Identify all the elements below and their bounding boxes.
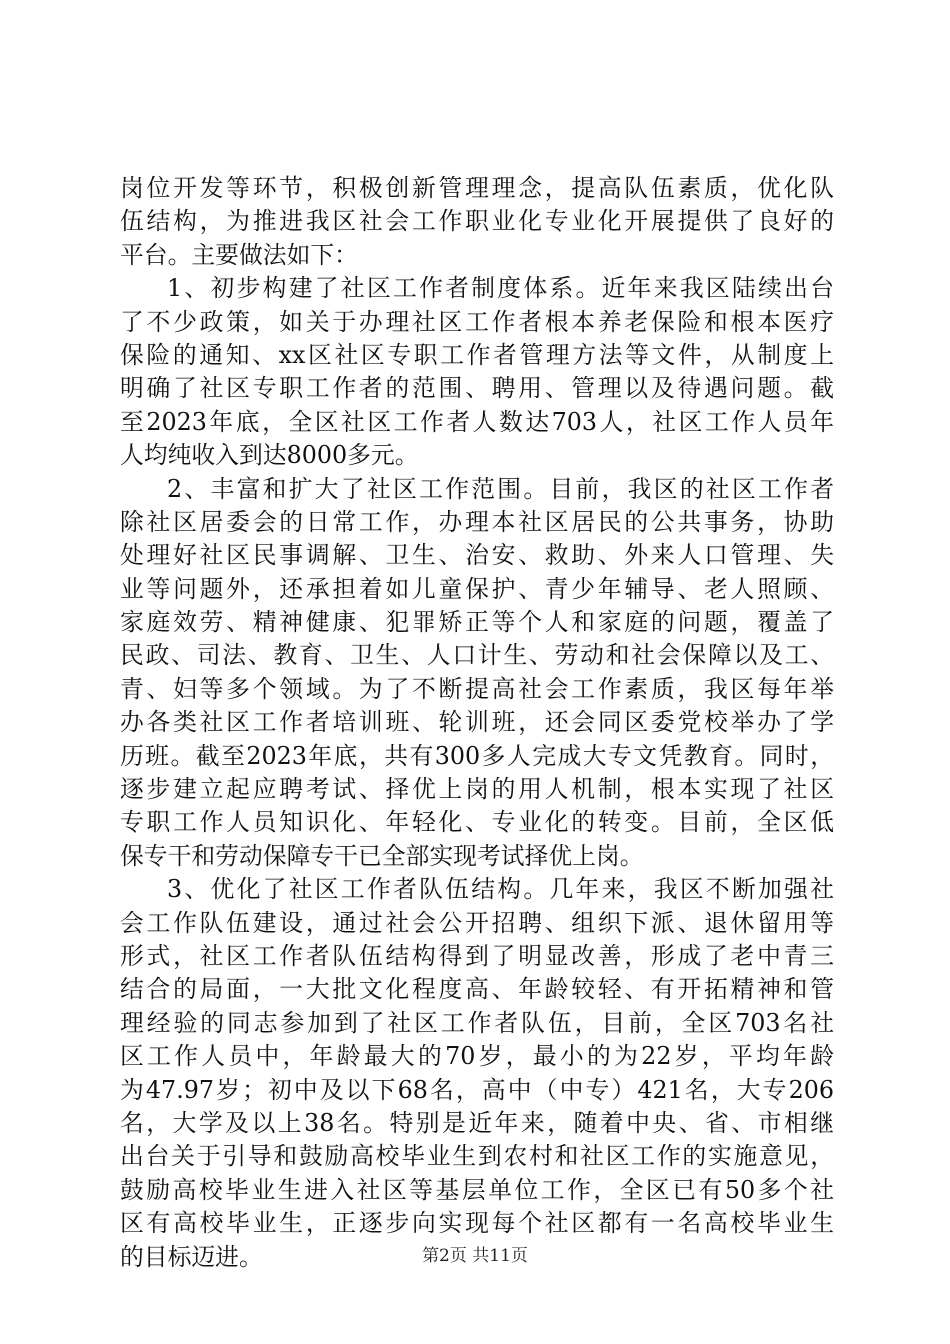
text-line: 民政、司法、教育、卫生、人口计生、劳动和社会保障以及工、 bbox=[120, 641, 834, 670]
text-line: 历班。截至2023年底，共有300多人完成大专文凭教育。同时， bbox=[120, 741, 834, 770]
text-line: 办各类社区工作者培训班、轮训班，还会同区委党校举办了学 bbox=[120, 708, 834, 737]
text-line: 名，大学及以上38名。特别是近年来，随着中央、省、市相继 bbox=[120, 1108, 834, 1137]
text-line: 除社区居委会的日常工作，办理本社区居民的公共事务，协助 bbox=[120, 507, 834, 536]
text-line: 理经验的同志参加到了社区工作者队伍，目前，全区703名社 bbox=[120, 1008, 834, 1037]
text-line: 专职工作人员知识化、年轻化、专业化的转变。目前，全区低 bbox=[120, 808, 834, 837]
text-line: 鼓励高校毕业生进入社区等基层单位工作，全区已有50多个社 bbox=[120, 1175, 834, 1204]
text-line: 岗位开发等环节，积极创新管理理念，提高队伍素质，优化队 bbox=[120, 174, 834, 202]
text-line: 区有高校毕业生，正逐步向实现每个社区都有一名高校毕业生 bbox=[120, 1209, 834, 1238]
text-line: 为47.97岁；初中及以下68名，高中（中专）421名，大专206 bbox=[120, 1075, 834, 1104]
text-line: 保专干和劳动保障专干已全部实现考试择优上岗。 bbox=[120, 841, 644, 870]
text-line: 平台。主要做法如下： bbox=[120, 240, 358, 269]
text-line: 青、妇等多个领域。为了不断提高社会工作素质，我区每年举 bbox=[120, 674, 834, 703]
text-line: 业等问题外，还承担着如儿童保护、青少年辅导、老人照顾、 bbox=[120, 574, 834, 603]
text-line: 了不少政策，如关于办理社区工作者根本养老保险和根本医疗 bbox=[120, 307, 834, 336]
text-line: 的目标迈进。 bbox=[120, 1242, 263, 1271]
text-line: 会工作队伍建设，通过社会公开招聘、组织下派、退休留用等 bbox=[120, 908, 834, 937]
text-line: 人均纯收入到达8000多元。 bbox=[120, 441, 419, 470]
text-line: 结合的局面，一大批文化程度高、年龄较轻、有开拓精神和管 bbox=[120, 975, 834, 1004]
text-line: 明确了社区专职工作者的范围、聘用、管理以及待遇问题。截 bbox=[120, 374, 834, 403]
text-line: 家庭效劳、精神健康、犯罪矫正等个人和家庭的问题，覆盖了 bbox=[120, 608, 834, 637]
text-line: 形式，社区工作者队伍结构得到了明显改善，形成了老中青三 bbox=[120, 941, 834, 970]
text-line: 至2023年底，全区社区工作者人数达703人，社区工作人员年 bbox=[120, 407, 834, 436]
text-line: 处理好社区民事调解、卫生、治安、救助、外来人口管理、失 bbox=[120, 541, 834, 570]
text-line: 逐步建立起应聘考试、择优上岗的用人机制，根本实现了社区 bbox=[120, 775, 834, 804]
text-line: 出台关于引导和鼓励高校毕业生到农村和社区工作的实施意见， bbox=[120, 1142, 834, 1171]
text-line: 区工作人员中，年龄最大的70岁，最小的为22岁，平均年龄 bbox=[120, 1042, 834, 1071]
text-line: 1、初步构建了社区工作者制度体系。近年来我区陆续出台 bbox=[167, 274, 834, 303]
text-line: 3、优化了社区工作者队伍结构。几年来，我区不断加强社 bbox=[167, 875, 834, 904]
document-body bbox=[120, 172, 834, 1274]
page-footer: 第2页 共11页 bbox=[422, 1246, 528, 1266]
text-line: 伍结构，为推进我区社会工作职业化专业化开展提供了良好的 bbox=[120, 207, 834, 236]
text-line: 保险的通知、xx区社区专职工作者管理方法等文件，从制度上 bbox=[120, 340, 834, 369]
text-line: 2、丰富和扩大了社区工作范围。目前，我区的社区工作者 bbox=[167, 474, 834, 503]
